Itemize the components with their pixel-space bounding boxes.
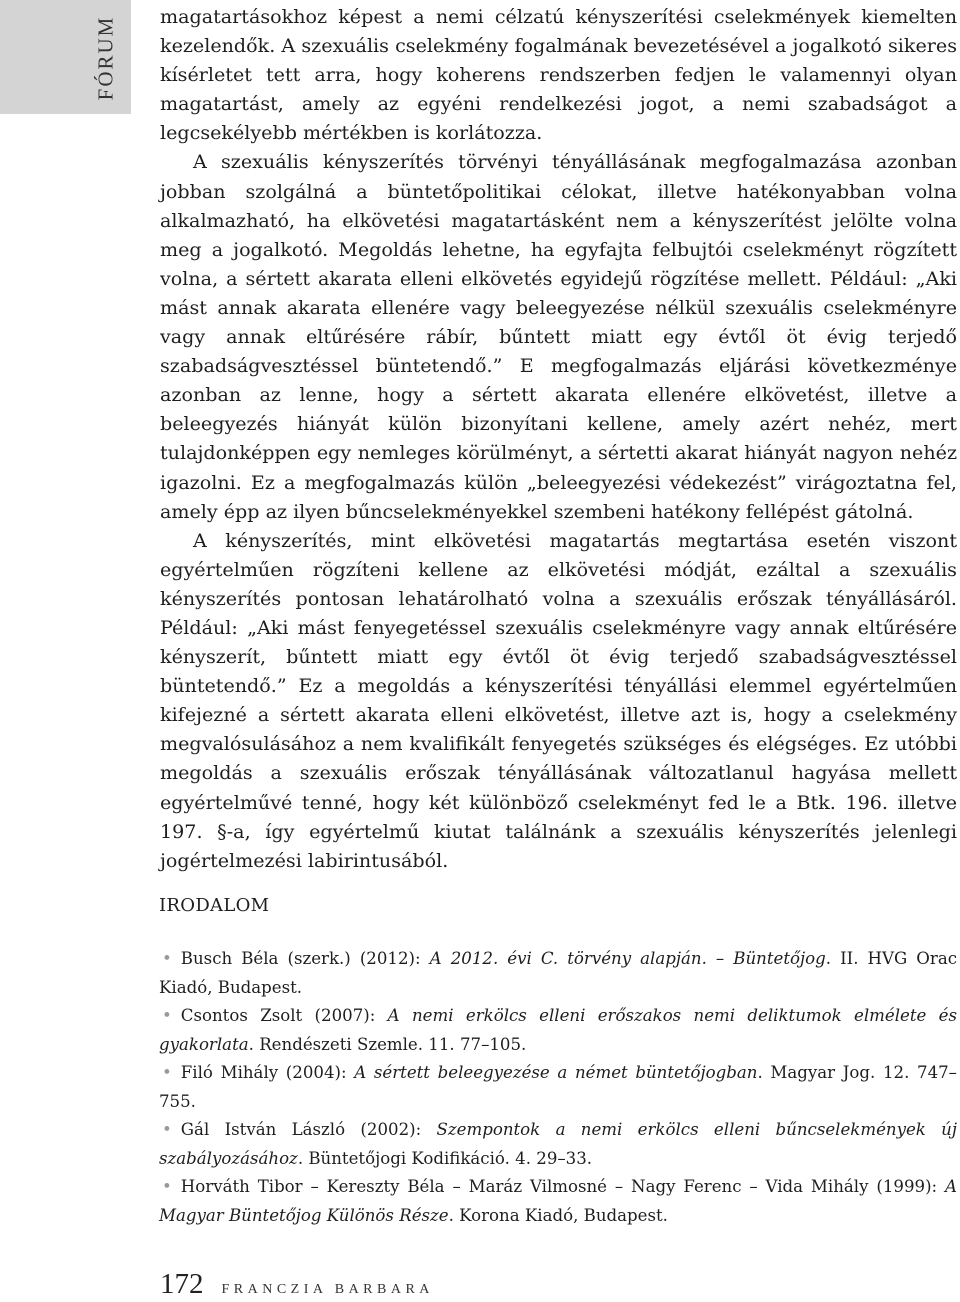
reference-authors: Filó Mihály (2004):	[180, 1063, 355, 1082]
bullet-icon: •	[162, 1063, 172, 1082]
section-tab	[0, 0, 131, 114]
body-paragraph-3: A kényszerítés, mint elkövetési magatartás megtartása esetén viszont egyértelműen rögzíteni kellene az elkövetési módját, ezáltal a szexuális kényszerítés pontosan lehatárolható volna a szexuális erőszak tényállásáról. Például: „Aki mást fenyegetéssel szexuális cselekményre vagy annak eltűrésére kényszerít, bűntett miatt egy évtől öt évig terjedő szabadságvesztéssel büntetendő.” Ez a megoldás a kényszerítési tényállási elemmel egyértelműen kifejezné a sértett akarata elleni elkövetést, illetve azt is, hogy a cselekmény megvalósulásához a nem kvalifikált fenyegetés szükséges és elégséges. Ez utóbbi megoldás a szexuális erőszak tényállásának változatlanul hagyása mellett egyértelművé tenné, hogy két különböző cselekményt fed le a Btk. 196. illetve 197. §-a, így egyértelmű kiutat találnánk a szexuális kényszerítés jelenlegi jogértelmezési labirintusából.	[160, 528, 957, 872]
reference-authors: Csontos Zsolt (2007):	[180, 1006, 388, 1025]
body-paragraph-1: magatartásokhoz képest a nemi célzatú kényszerítési cselekmények kiemelten kezelendők. A szexuális cselekmény fogalmának bevezetésével a jogalkotó sikeres kísérletet tett arra, hogy koherens rendszerben fedjen le valamennyi olyan magatartást, amely az egyéni rendelkezési jogot, a nemi szabadságot a legcsekélyebb mértékben is korlátozza.	[160, 5, 957, 145]
references-list	[159, 945, 957, 1230]
reference-source: . II. HVG Orac Kiadó, Budapest.	[159, 949, 958, 997]
article-body	[160, 2, 957, 875]
reference-title: A Magyar Büntetőjog Különös Része	[159, 1177, 957, 1225]
page-footer	[160, 1268, 434, 1301]
reference-title: A nemi erkölcs elleni erőszakos nemi deliktumok elmélete és gyakorlata	[159, 1006, 957, 1054]
running-author: FRANCZIA BARBARA	[221, 1282, 434, 1297]
reference-authors: Gál István László (2002):	[180, 1120, 437, 1139]
section-tab-label: FÓRUM	[93, 15, 118, 101]
reference-item	[159, 945, 957, 1002]
bullet-icon: •	[162, 1120, 172, 1139]
reference-title: A sértett beleegyezése a német büntetőjogban	[354, 1063, 758, 1082]
reference-title: Szempontok a nemi erkölcs elleni bűncselekmények új szabályozásához	[159, 1120, 957, 1168]
reference-source: . Korona Kiadó, Budapest.	[448, 1205, 668, 1225]
references-heading: IRODALOM	[159, 895, 270, 916]
reference-item	[159, 1059, 957, 1116]
reference-source: . Rendészeti Szemle. 11. 77–105.	[248, 1034, 527, 1054]
reference-source: . Magyar Jog. 12. 747–755.	[159, 1063, 957, 1111]
reference-item	[159, 1116, 957, 1173]
bullet-icon: •	[162, 1177, 172, 1196]
page-number: 172	[160, 1268, 204, 1300]
bullet-icon: •	[162, 949, 172, 968]
reference-source: . Büntetőjogi Kodifikáció. 4. 29–33.	[297, 1148, 593, 1168]
body-paragraph-2: A szexuális kényszerítés törvényi tényállásának megfogalmazása azonban jobban szolgálná a büntetőpolitikai célokat, illetve hatékonyabban volna alkalmazható, ha elkövetési magatartásként nem a kényszerítést jelölte volna meg a jogalkotó. Megoldás lehetne, ha egyfajta felbujtói cselekményt rögzített volna, a sértett akarata elleni elkövetés egyidejű rögzítése mellett. Például: „Aki mást annak akarata ellenére vagy beleegyezése nélkül szexuális cselekményre vagy annak eltűrésére rábír, bűntett miatt egy évtől öt évig terjedő szabadságvesztéssel büntetendő.” E megfogalmazás eljárási következménye azonban az lenne, hogy a sértett akarata ellenére elkövetést, illetve a beleegyezés hiányát külön bizonyítani kellene, amely azért nehéz, mert tulajdonképpen egy nemleges körülményt, a sértetti akarat hiányát nagyon nehéz igazolni. Ez a megfogalmazás külön „beleegyezési védekezést” virágoztatna fel, amely épp az ilyen bűncselekményekkel szembeni hatékony fellépést gátolná.	[160, 150, 957, 523]
reference-authors: Horváth Tibor – Kereszty Béla – Maráz Vilmosné – Nagy Ferenc – Vida Mihály (1999):	[180, 1177, 946, 1196]
bullet-icon: •	[162, 1006, 172, 1025]
reference-item	[159, 1002, 957, 1059]
reference-title: A 2012. évi C. törvény alapján. – Büntetőjog	[429, 949, 826, 968]
reference-item	[159, 1173, 957, 1230]
reference-authors: Busch Béla (szerk.) (2012):	[180, 949, 430, 968]
